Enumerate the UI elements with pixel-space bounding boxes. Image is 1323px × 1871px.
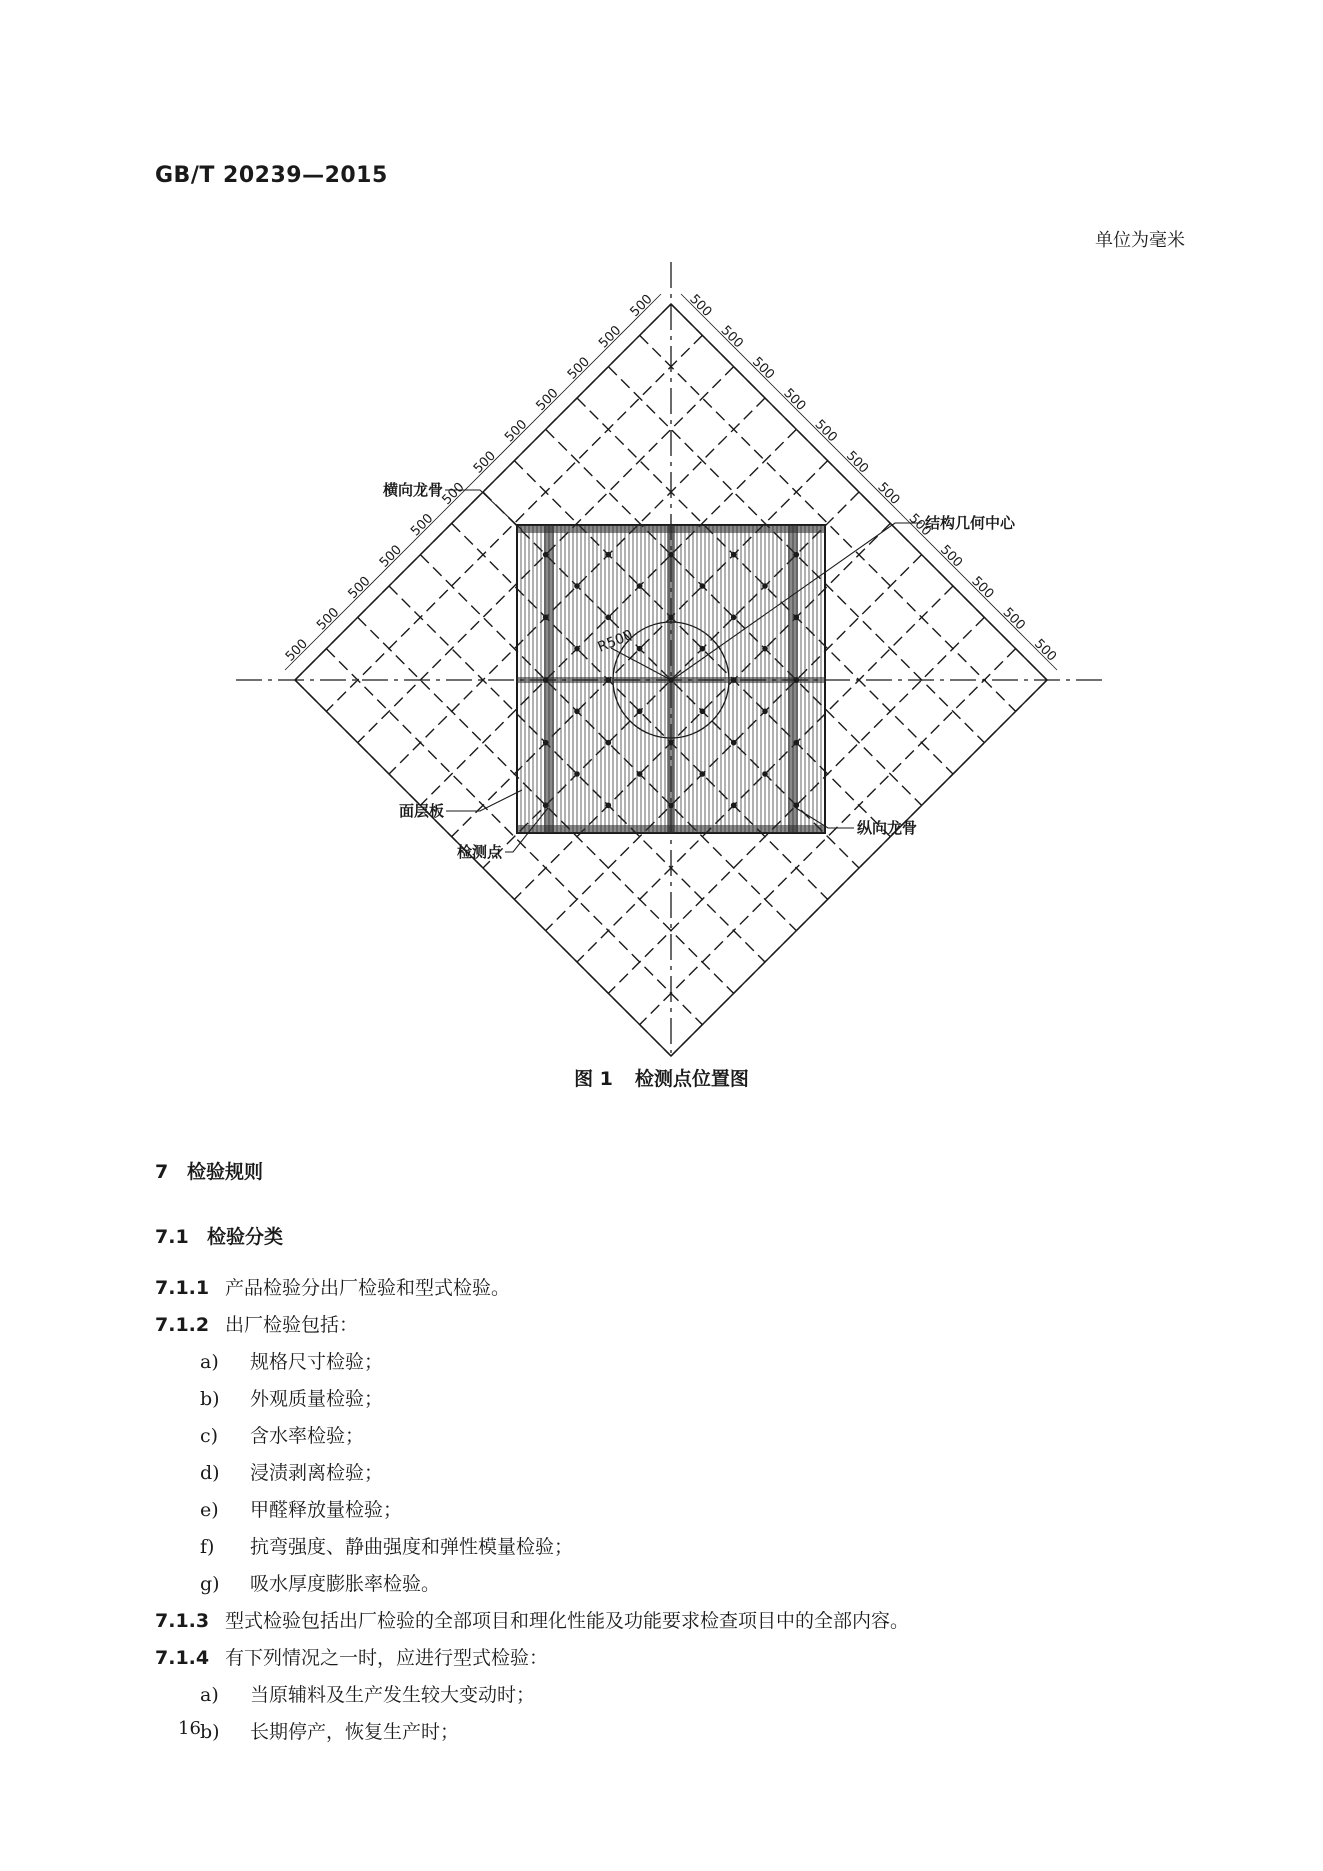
- test-point-mark: [606, 677, 612, 683]
- list-text: 长期停产，恢复生产时；: [250, 1721, 460, 1743]
- test-point-mark: [606, 740, 612, 746]
- list-text: 外观质量检验；: [250, 1388, 384, 1410]
- test-point-mark: [762, 646, 768, 652]
- test-point-mark: [794, 740, 800, 746]
- list-mark: a): [200, 1684, 219, 1706]
- test-point-mark: [637, 709, 643, 715]
- section-number: 7: [155, 1161, 169, 1183]
- test-point-mark: [731, 677, 737, 683]
- dimension-label-right: 500: [811, 417, 840, 446]
- dimension-label-right: 500: [999, 605, 1028, 634]
- test-point-mark: [731, 552, 737, 558]
- callout-test-point: 检测点: [456, 843, 502, 861]
- list-item: [200, 1461, 383, 1485]
- section-heading: [155, 1157, 263, 1184]
- list-text: 吸水厚度膨胀率检验。: [250, 1573, 441, 1595]
- test-point-mark: [637, 646, 643, 652]
- paragraph-text: 出厂检验包括：: [225, 1314, 359, 1336]
- figure-caption: [0, 1064, 1323, 1091]
- dimension-label-right: 500: [717, 323, 746, 352]
- test-point-mark: [762, 771, 768, 777]
- test-point-mark: [794, 552, 800, 558]
- dimension-label-right: 500: [780, 385, 809, 414]
- dimension-label-left: 500: [502, 417, 531, 446]
- list-mark: e): [200, 1499, 219, 1521]
- test-point-mark: [668, 740, 674, 746]
- test-point-mark: [543, 803, 549, 809]
- paragraph-text: 有下列情况之一时，应进行型式检验：: [225, 1647, 549, 1669]
- list-mark: a): [200, 1351, 219, 1373]
- test-point-mark: [543, 552, 549, 558]
- paragraph-text: 型式检验包括出厂检验的全部项目和理化性能及功能要求检查项目中的全部内容。: [225, 1610, 910, 1632]
- test-point-mark: [794, 615, 800, 621]
- test-point-mark: [574, 646, 580, 652]
- callout-surface-board-leader: [446, 790, 522, 811]
- dimension-label-right: 500: [905, 511, 934, 540]
- dimension-label-left: 500: [345, 573, 374, 602]
- test-point-mark: [606, 615, 612, 621]
- dimension-label-left: 500: [282, 636, 311, 665]
- paragraph-712: [155, 1313, 358, 1337]
- list-text: 甲醛释放量检验；: [250, 1499, 403, 1521]
- standard-code: GB/T 20239—2015: [155, 163, 388, 188]
- dimension-label-left: 500: [627, 291, 656, 320]
- list-text: 浸渍剥离检验；: [250, 1462, 384, 1484]
- dimension-label-left: 500: [314, 605, 343, 634]
- dimension-label-right: 500: [843, 448, 872, 477]
- test-point-mark: [668, 552, 674, 558]
- dimension-label-left: 500: [564, 354, 593, 383]
- dimension-label-left: 500: [596, 323, 625, 352]
- radius-label: R500: [595, 627, 636, 656]
- paragraph-number: 7.1.4: [155, 1647, 210, 1669]
- paragraph-713: [155, 1609, 909, 1633]
- list-mark: f): [200, 1536, 215, 1558]
- test-point-mark: [606, 552, 612, 558]
- test-point-mark: [700, 771, 706, 777]
- test-point-mark: [668, 615, 674, 621]
- test-point-mark: [762, 583, 768, 589]
- test-point-mark: [700, 646, 706, 652]
- list-item: [200, 1720, 459, 1744]
- list-text: 当原辅料及生产发生较大变动时；: [250, 1684, 536, 1706]
- dimension-label-left: 500: [439, 479, 468, 508]
- callout-geometric-center: 结构几何中心: [925, 514, 1016, 532]
- test-point-mark: [700, 709, 706, 715]
- page-number: 16: [178, 1718, 201, 1739]
- list-mark: b): [200, 1721, 220, 1743]
- dimension-label-left: 500: [470, 448, 499, 477]
- dimension-label-right: 500: [937, 542, 966, 571]
- test-point-mark: [637, 771, 643, 777]
- list-item: [200, 1350, 383, 1374]
- test-point-mark: [606, 803, 612, 809]
- test-point-mark: [700, 583, 706, 589]
- dimension-label-left: 500: [408, 511, 437, 540]
- subsection-title: 检验分类: [207, 1226, 284, 1248]
- list-item: [200, 1498, 402, 1522]
- list-text: 规格尺寸检验；: [250, 1351, 384, 1373]
- test-point-mark: [668, 803, 674, 809]
- unit-note: 单位为毫米: [1095, 230, 1185, 251]
- list-item: [200, 1387, 383, 1411]
- list-item: [200, 1535, 573, 1559]
- callout-transverse-keel: 横向龙骨: [382, 481, 443, 499]
- test-point-mark: [543, 740, 549, 746]
- callout-surface-board: 面层板: [398, 802, 444, 820]
- list-mark: d): [200, 1462, 220, 1484]
- test-point-mark: [762, 709, 768, 715]
- test-point-mark: [543, 677, 549, 683]
- test-point-mark: [731, 615, 737, 621]
- test-point-mark: [637, 583, 643, 589]
- test-point-mark: [574, 771, 580, 777]
- list-mark: c): [200, 1425, 219, 1447]
- test-point-mark: [574, 709, 580, 715]
- callout-longitudinal-keel: 纵向龙骨: [857, 819, 918, 837]
- dimension-label-right: 500: [874, 479, 903, 508]
- paragraph-714: [155, 1646, 548, 1670]
- paragraph-number: 7.1.3: [155, 1610, 210, 1632]
- list-text: 抗弯强度、静曲强度和弹性模量检验；: [250, 1536, 574, 1558]
- test-point-mark: [731, 803, 737, 809]
- dimension-label-right: 500: [1031, 636, 1060, 665]
- dimension-label-right: 500: [749, 354, 778, 383]
- test-point-mark: [794, 803, 800, 809]
- list-item: [200, 1683, 535, 1707]
- test-point-mark: [574, 583, 580, 589]
- list-item: [200, 1572, 440, 1596]
- list-mark: g): [200, 1573, 220, 1595]
- test-point-mark: [794, 677, 800, 683]
- figure-caption-number: 图 1: [574, 1068, 613, 1090]
- paragraph-number: 7.1.2: [155, 1314, 210, 1336]
- subsection-heading: [155, 1222, 283, 1249]
- test-point-mark: [543, 615, 549, 621]
- dimension-label-right: 500: [686, 291, 715, 320]
- subsection-number: 7.1: [155, 1226, 189, 1248]
- dimension-label-right: 500: [968, 573, 997, 602]
- dimension-label-left: 500: [376, 542, 405, 571]
- figure-caption-text: 检测点位置图: [634, 1068, 749, 1090]
- paragraph-number: 7.1.1: [155, 1277, 210, 1299]
- dimension-label-left: 500: [533, 385, 562, 414]
- list-item: [200, 1424, 364, 1448]
- list-text: 含水率检验；: [250, 1425, 365, 1447]
- section-title: 检验规则: [187, 1161, 264, 1183]
- list-mark: b): [200, 1388, 220, 1410]
- paragraph-711: [155, 1276, 510, 1300]
- paragraph-text: 产品检验分出厂检验和型式检验。: [225, 1277, 511, 1299]
- test-point-mark: [731, 740, 737, 746]
